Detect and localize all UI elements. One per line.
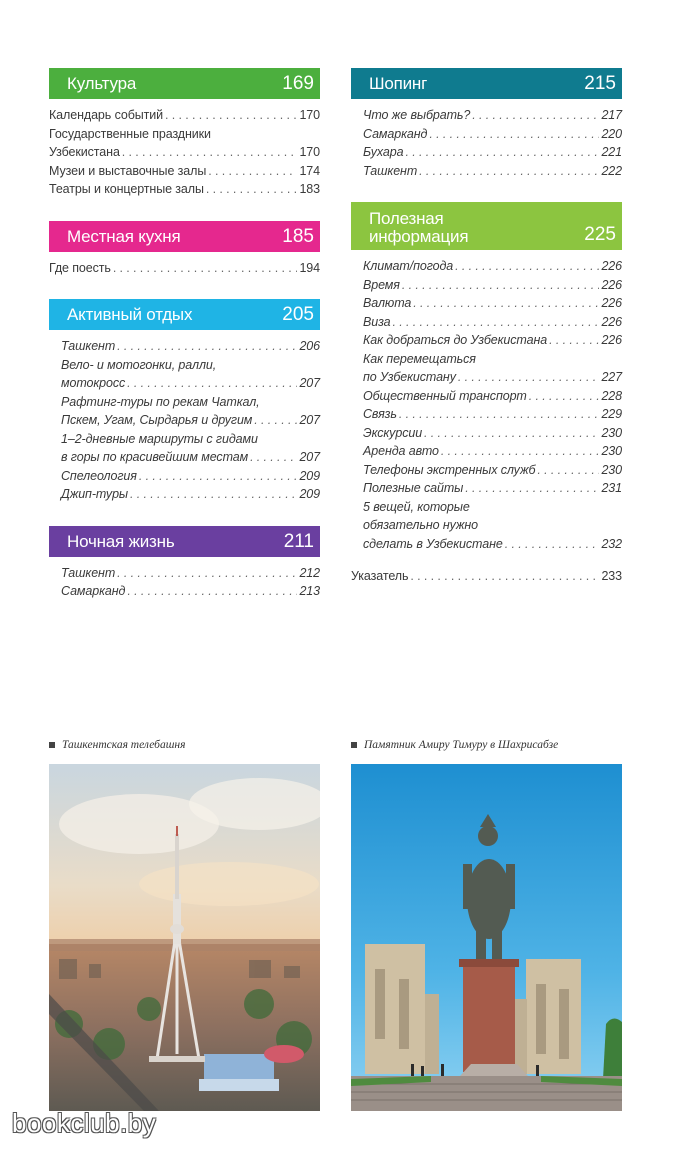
entry-title: сделать в Узбекистане — [363, 536, 503, 551]
section-page: 211 — [283, 530, 314, 552]
leader-dots — [410, 567, 599, 586]
toc-entry[interactable] — [49, 180, 320, 199]
section-header-nightlife[interactable] — [49, 526, 320, 557]
toc-entry[interactable] — [351, 162, 622, 181]
leader-dots — [393, 313, 600, 332]
entry-title: Как добраться до Узбекистана — [363, 333, 548, 347]
entry-page: 233 — [601, 569, 622, 583]
caption-text: Ташкентская телебашня — [62, 739, 186, 751]
leader-dots — [130, 485, 297, 504]
toc-entry[interactable] — [351, 257, 622, 276]
leader-dots — [419, 162, 599, 181]
photo-amir-timur-monument — [351, 764, 622, 1111]
entry-title: Указатель — [351, 569, 409, 583]
entry-page: 221 — [601, 145, 622, 159]
entry-page: 226 — [601, 277, 622, 292]
toc-entry[interactable] — [351, 442, 622, 461]
section-entries — [49, 259, 320, 278]
entry-title: мотокросс — [61, 376, 126, 390]
section-culture — [49, 68, 320, 199]
section-page: 169 — [282, 73, 314, 94]
leader-dots — [139, 467, 298, 486]
entry-page: 174 — [299, 163, 320, 178]
entry-page: 230 — [601, 462, 622, 477]
toc-entry[interactable] — [351, 143, 622, 162]
section-title: Ночная жизнь — [67, 531, 175, 551]
section-header-cuisine[interactable] — [49, 221, 320, 252]
entry-page: 183 — [299, 182, 320, 196]
entry-page: 213 — [299, 584, 320, 598]
toc-entry[interactable] — [351, 106, 622, 125]
entry-page: 209 — [299, 487, 320, 501]
leader-dots — [208, 162, 297, 181]
entry-title: Полезные сайты — [363, 481, 464, 495]
entry-title: Самарканд — [363, 126, 428, 141]
leader-dots — [441, 442, 600, 461]
leader-dots — [117, 564, 297, 583]
entry-page: 232 — [601, 536, 622, 551]
entry-page: 230 — [601, 425, 622, 440]
entry-page: 212 — [299, 565, 320, 580]
toc-entry[interactable] — [351, 350, 622, 387]
entry-title: Ташкент — [61, 565, 116, 580]
section-title-line: Полезная — [369, 209, 444, 228]
entry-page: 220 — [601, 126, 622, 141]
section-header-info[interactable] — [351, 202, 622, 250]
section-header-shopping[interactable] — [351, 68, 622, 99]
photo-caption-left — [49, 739, 185, 751]
entry-title: Связь — [363, 407, 397, 421]
entry-page: 226 — [601, 296, 622, 310]
toc-entry[interactable] — [49, 162, 320, 181]
section-info — [351, 202, 622, 553]
section-header-culture[interactable] — [49, 68, 320, 99]
leader-dots — [472, 106, 599, 125]
photo-caption-right — [351, 739, 558, 751]
entry-page: 217 — [601, 108, 622, 122]
entry-page: 209 — [299, 468, 320, 483]
toc-entry[interactable] — [351, 387, 622, 406]
leader-dots — [206, 180, 298, 199]
section-entries — [49, 564, 320, 601]
entry-page: 170 — [299, 108, 320, 122]
entry-page: 206 — [299, 339, 320, 353]
entry-title: Пскем, Угам, Сырдарья и другим — [61, 413, 253, 427]
leader-dots — [537, 461, 599, 480]
entry-title-line: 1–2-дневные маршруты с гидами — [61, 431, 258, 446]
entry-title: Общественный транспорт — [363, 388, 527, 403]
entry-title-line: Рафтинг-туры по рекам Чаткал, — [61, 394, 260, 409]
tv-tower-illustration — [49, 764, 320, 1111]
section-title: Местная кухня — [67, 226, 181, 246]
entry-page: 207 — [299, 450, 320, 464]
toc-entry[interactable] — [351, 498, 622, 554]
toc-entry[interactable] — [351, 461, 622, 480]
leader-dots — [250, 448, 297, 467]
entry-title: по Узбекистану — [363, 370, 456, 384]
toc-entry[interactable] — [49, 356, 320, 393]
toc-entry[interactable] — [351, 405, 622, 424]
entry-title: Что же выбрать? — [363, 108, 471, 122]
entry-page: 226 — [601, 333, 622, 347]
section-page: 185 — [282, 225, 314, 247]
leader-dots — [505, 535, 600, 554]
section-title: Активный отдых — [67, 305, 193, 324]
section-title-line: информация — [369, 227, 469, 246]
entry-page: 229 — [601, 407, 622, 421]
section-active — [49, 299, 320, 504]
entry-title: Аренда авто — [363, 444, 439, 458]
entry-title-line: Государственные праздники — [49, 126, 211, 141]
entry-title: Театры и концертные залы — [49, 182, 204, 196]
watermark: bookclub.by — [12, 1108, 157, 1138]
section-title — [369, 210, 468, 250]
entry-title: Бухара — [363, 145, 404, 159]
leader-dots — [455, 257, 599, 276]
entry-page: 207 — [299, 413, 320, 427]
entry-page: 222 — [601, 163, 622, 178]
entry-title: Где поесть — [49, 260, 111, 275]
toc-entry[interactable] — [49, 106, 320, 125]
leader-dots — [529, 387, 600, 406]
toc-right-column — [351, 68, 622, 586]
toc-entry[interactable] — [351, 294, 622, 313]
entry-title: Узбекистана — [49, 145, 120, 159]
toc-entry[interactable] — [351, 424, 622, 443]
section-entries — [49, 337, 320, 504]
entry-title: Ташкент — [363, 163, 418, 178]
section-page: 205 — [282, 304, 314, 325]
entry-title: Самарканд — [61, 584, 126, 598]
toc-left-column — [49, 68, 320, 601]
toc-entry-index[interactable] — [351, 567, 622, 586]
leader-dots — [405, 143, 599, 162]
entry-title-line: обязательно нужно — [363, 518, 479, 532]
toc-entry[interactable] — [351, 276, 622, 295]
entry-page: 226 — [601, 259, 622, 273]
toc-entry[interactable] — [49, 430, 320, 467]
leader-dots — [402, 276, 600, 295]
toc-entry[interactable] — [49, 582, 320, 601]
leader-dots — [399, 405, 600, 424]
section-title: Шопинг — [369, 74, 428, 93]
toc-entry[interactable] — [351, 313, 622, 332]
entry-title: Виза — [363, 314, 391, 329]
entry-title: Валюта — [363, 296, 412, 310]
entry-page: 231 — [601, 481, 622, 495]
entry-page: 226 — [601, 314, 622, 329]
photo-tashkent-tv-tower — [49, 764, 320, 1111]
entry-title: Время — [363, 277, 400, 292]
entry-title-line: 5 вещей, которые — [363, 499, 470, 514]
entry-title: Экскурсии — [363, 425, 423, 440]
leader-dots — [122, 143, 298, 162]
section-cuisine — [49, 221, 320, 278]
toc-entry[interactable] — [49, 393, 320, 430]
entry-title: Спелеология — [61, 468, 137, 483]
toc-entry[interactable] — [49, 564, 320, 583]
toc-entry[interactable] — [351, 479, 622, 498]
entry-title-line: Как перемещаться — [363, 351, 476, 366]
toc-entry[interactable] — [351, 331, 622, 350]
leader-dots — [254, 411, 297, 430]
entry-page: 207 — [299, 376, 320, 390]
leader-dots — [127, 374, 297, 393]
section-title: Культура — [67, 74, 137, 93]
leader-dots — [458, 368, 600, 387]
bullet-square-icon — [49, 742, 55, 748]
entry-title: Климат/погода — [363, 259, 454, 273]
toc-entry[interactable] — [351, 125, 622, 144]
leader-dots — [424, 424, 599, 443]
entry-title: в горы по красивейшим местам — [61, 450, 249, 464]
leader-dots — [465, 479, 599, 498]
caption-text: Памятник Амиру Тимуру в Шахрисабзе — [364, 739, 559, 751]
section-entries — [351, 106, 622, 180]
leader-dots — [413, 294, 599, 313]
entry-page: 194 — [299, 260, 320, 275]
section-entries — [351, 257, 622, 553]
toc-entry[interactable] — [49, 485, 320, 504]
leader-dots — [429, 125, 599, 144]
entry-title: Ташкент — [61, 339, 116, 353]
leader-dots — [549, 331, 599, 350]
section-shopping — [351, 68, 622, 180]
entry-page: 228 — [601, 388, 622, 403]
entry-title: Телефоны экстренных служб — [363, 462, 536, 477]
entry-page: 230 — [601, 444, 622, 458]
entry-page: 227 — [601, 370, 622, 384]
toc-entry[interactable] — [49, 467, 320, 486]
entry-page: 170 — [299, 145, 320, 159]
entry-title: Музеи и выставочные залы — [49, 163, 207, 178]
toc-entry[interactable] — [49, 259, 320, 278]
leader-dots — [113, 259, 298, 278]
toc-entry[interactable] — [49, 337, 320, 356]
entry-title: Джип-туры — [61, 487, 129, 501]
section-entries — [49, 106, 320, 199]
leader-dots — [127, 582, 297, 601]
section-header-active[interactable] — [49, 299, 320, 330]
monument-illustration — [351, 764, 622, 1111]
leader-dots — [117, 337, 297, 356]
toc-entry[interactable] — [49, 125, 320, 162]
section-page: 225 — [584, 224, 616, 245]
section-nightlife — [49, 526, 320, 601]
entry-title: Календарь событий — [49, 108, 164, 122]
entry-title-line: Вело- и мотогонки, ралли, — [61, 357, 217, 372]
leader-dots — [165, 106, 297, 125]
bullet-square-icon — [351, 742, 357, 748]
section-page: 215 — [584, 73, 616, 94]
